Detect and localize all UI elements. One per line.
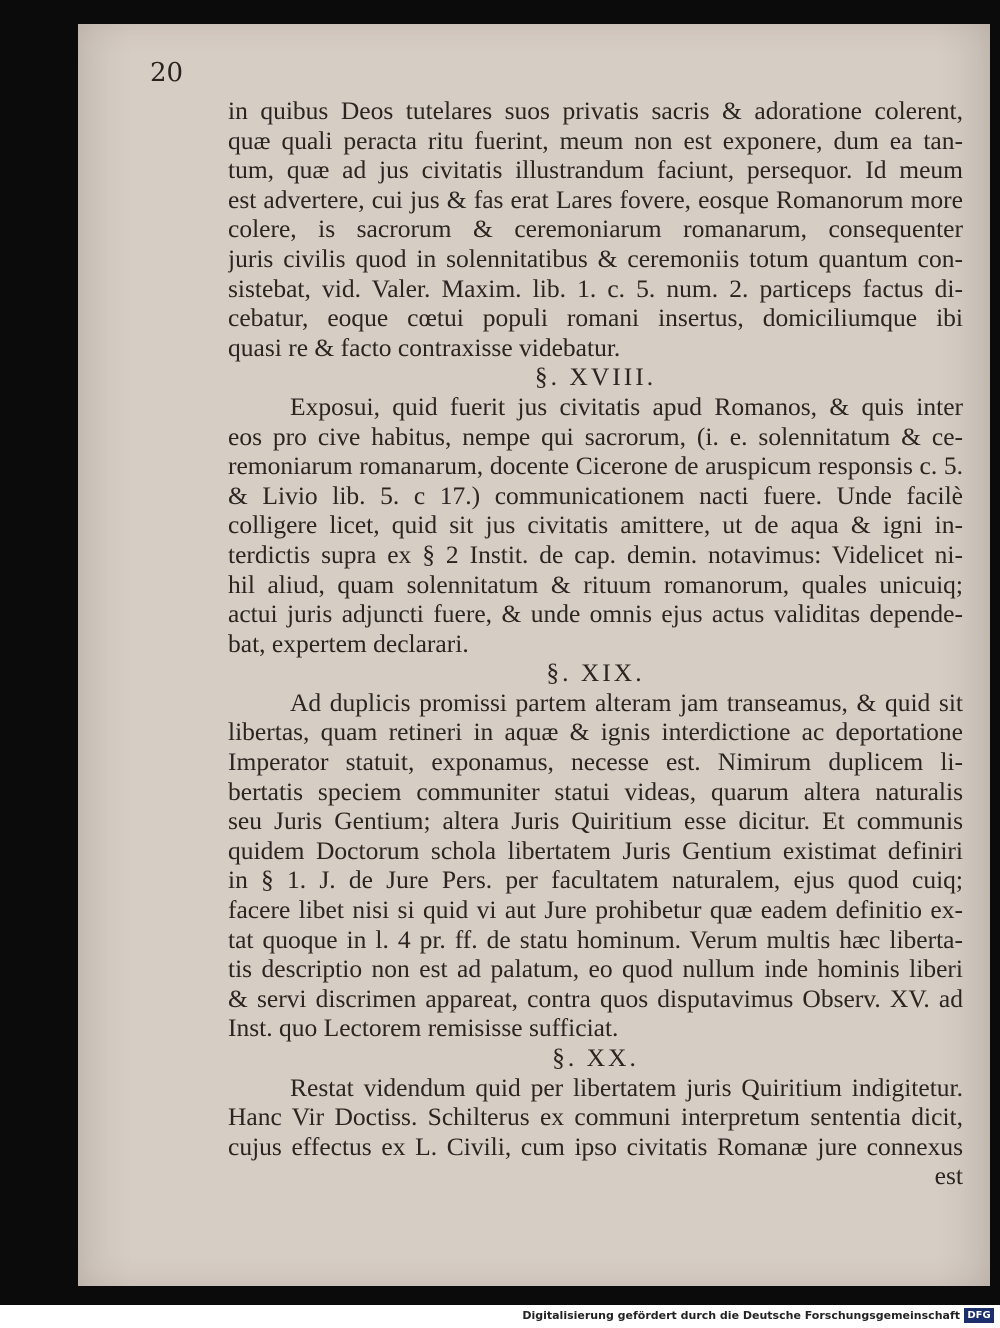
text-line: terdictis supra ex § 2 Instit. de cap. demin. notavimus: Videlicet ni-: [228, 539, 963, 569]
dfg-logo: DFG: [964, 1308, 994, 1323]
footer-bar: [0, 1305, 1000, 1328]
text-line: bat, expertem declarari.: [228, 628, 469, 658]
text-line: tat quoque in l. 4 pr. ff. de statu hominum. Verum multis hæc liberta-: [228, 924, 963, 954]
text-line: hil aliud, quam solennitatum & rituum romanorum, quales unicuiq;: [228, 569, 963, 599]
text-line: colligere licet, quid sit jus civitatis amittere, ut de aqua & igni in-: [228, 510, 963, 540]
body-text: [228, 96, 963, 1191]
section-heading: §. XVIII.: [534, 362, 657, 392]
text-line: & servi discrimen appareat, contra quos disputavimus Observ. XV. ad: [228, 983, 963, 1013]
funding-credit: Digitalisierung gefördert durch die Deutsche Forschungsgemeinschaft: [522, 1309, 960, 1322]
section-heading: §. XX.: [552, 1043, 639, 1072]
text-line: remoniarum romanarum, docente Cicerone de aruspicum responsis c. 5.: [228, 451, 963, 481]
text-line: quæ quali peracta ritu fuerint, meum non est exponere, dum ea tan-: [228, 125, 963, 155]
text-line: Inst. quo Lectorem remisisse sufficiat.: [228, 1013, 619, 1043]
text-line: in § 1. J. de Jure Pers. per facultatem naturalem, ejus quod cuiq;: [228, 865, 963, 895]
text-line: Ad duplicis promissi partem alteram jam transeamus, & quid sit: [290, 687, 963, 717]
text-line: seu Juris Gentium; altera Juris Quiritium esse dicitur. Et communis: [228, 806, 963, 836]
text-line: quidem Doctorum schola libertatem Juris Gentium existimat definiri: [228, 835, 963, 865]
text-line: Exposui, quid fuerit jus civitatis apud Romanos, & quis inter: [290, 391, 963, 421]
text-line: Hanc Vir Doctiss. Schilterus ex communi interpretum sententia dicit,: [228, 1102, 963, 1132]
text-line: facere libet nisi si quid vi aut Jure prohibetur quæ eadem definitio ex-: [228, 895, 963, 925]
text-line: juris civilis quod in solennitatibus & ceremoniis totum quantum con-: [228, 243, 963, 273]
text-line: in quibus Deos tutelares suos privatis sacris & adoratione colerent,: [228, 96, 963, 125]
text-line: cujus effectus ex L. Civili, cum ipso civitatis Romanæ jure connexus: [228, 1131, 963, 1161]
text-line: & Livio lib. 5. c 17.) communicationem nacti fuere. Unde facilè: [228, 480, 963, 510]
text-line: tis descriptio non est ad palatum, eo quod nullum inde hominis liberi: [228, 954, 963, 984]
page-number: 20: [150, 58, 184, 88]
text-line: Restat videndum quid per libertatem juris Quiritium indigitetur.: [290, 1072, 963, 1102]
text-line: sistebat, vid. Valer. Maxim. lib. 1. c. 5. num. 2. particeps factus di-: [228, 273, 963, 303]
text-line: quasi re & facto contraxisse videbatur.: [228, 332, 621, 362]
text-line: est advertere, cui jus & fas erat Lares fovere, eosque Romanorum more: [228, 184, 963, 214]
text-line: actui juris adjuncti fuere, & unde omnis ejus actus validitas depende-: [228, 599, 963, 629]
text-line: cebatur, eoque cœtui populi romani insertus, domiciliumque ibi: [228, 303, 963, 333]
text-line: eos pro cive habitus, nempe qui sacrorum, (i. e. solennitatum & ce-: [228, 421, 963, 451]
text-line: libertas, quam retineri in aquæ & ignis interdictione ac deportatione: [228, 717, 963, 747]
text-line: tum, quæ ad jus civitatis illustrandum faciunt, persequor. Id meum: [228, 155, 963, 185]
text-line: Imperator statuit, exponamus, necesse est. Nimirum duplicem li-: [228, 747, 963, 777]
catchword: est: [934, 1161, 963, 1191]
text-line: bertatis speciem communiter statui videas, quarum altera naturalis: [228, 776, 963, 806]
section-heading: §. XIX.: [546, 658, 645, 688]
text-line: colere, is sacrorum & ceremoniarum romanarum, consequenter: [228, 214, 963, 244]
